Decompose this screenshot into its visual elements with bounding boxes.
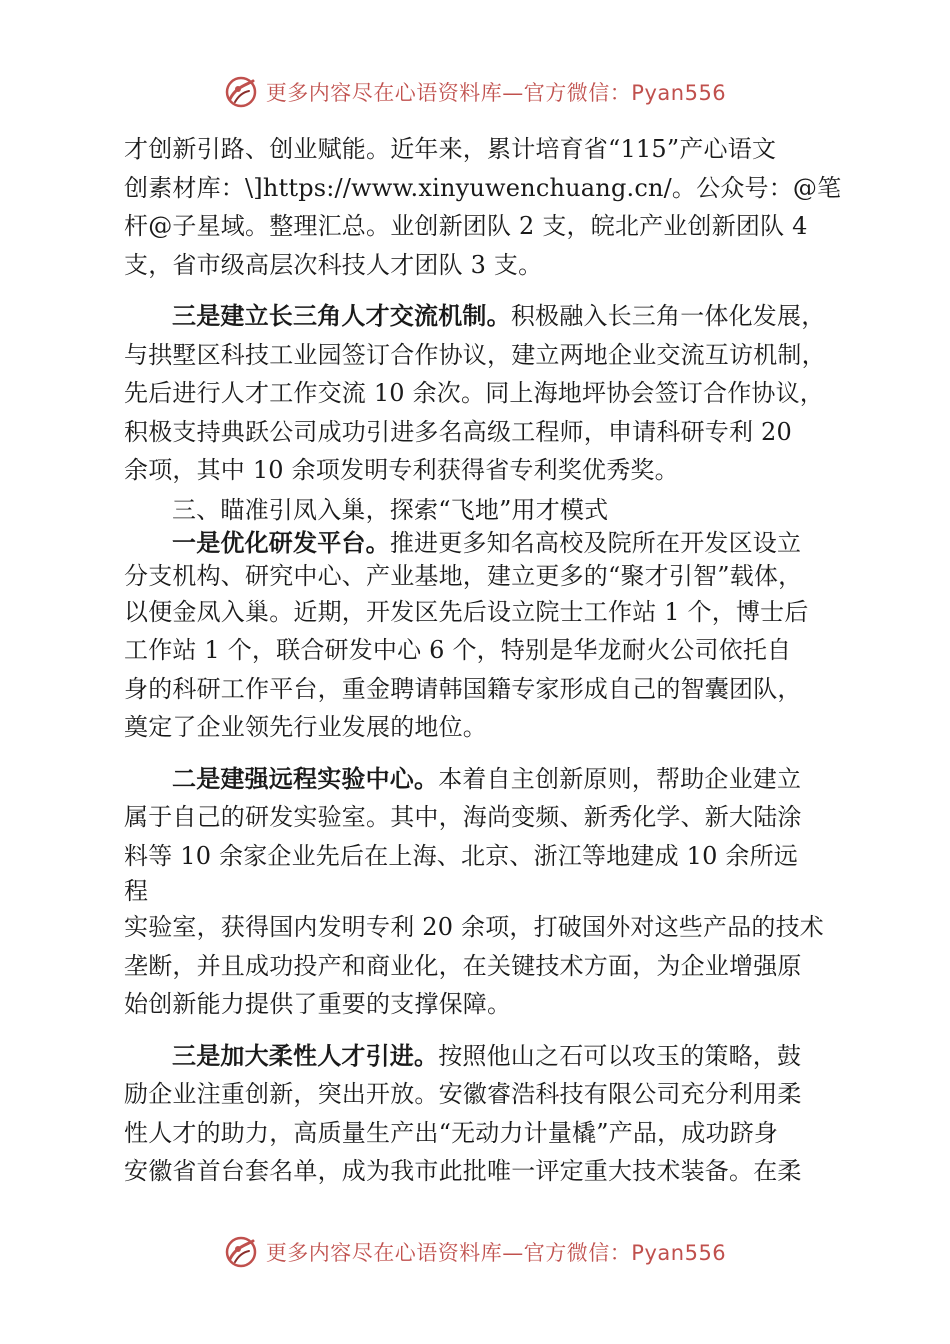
text-run: 推进更多知名高校及院所在开发区设立 [389,528,802,557]
header-watermark-text: 更多内容尽在心语资料库—官方微信：Pyan556 [265,81,727,105]
paragraph-heading: 三是加大柔性人才引进。 [172,1041,439,1070]
paragraph-rnd-platform [124,527,840,747]
text-line: 料等 10 余家企业先后在上海、北京、浙江等地建成 10 余所远 [124,841,798,870]
section-title: 三、瞄准引凤入巢，探索“飞地”用才模式 [172,495,609,524]
text-line: 余项，其中 10 余项发明专利获得省专利奖优秀奖。 [124,456,679,484]
text-line: 分支机构、研究中心、产业基地，建立更多的“聚才引智”载体， [124,561,803,590]
text-line [124,760,840,799]
text-line: 实验室，获得国内发明专利 20 余项，打破国外对这些产品的技术 [124,913,824,941]
text-line: 创素材库：\]https://www.xinyuwenchuang.cn/。公众号：@笔 [124,173,842,202]
section-three-title [124,494,840,527]
text-run: 按照他山之石可以攻玉的策略，鼓 [438,1041,802,1070]
paragraph-talent-teams [124,130,840,284]
text-line: 杆@子星域。整理汇总。业创新团队 2 支，皖北产业创新团队 4 [124,212,808,240]
footer-watermark [0,1232,950,1272]
document-body [124,130,840,1191]
text-line: 奠定了企业领先行业发展的地位。 [124,713,487,741]
text-line: 以便金凤入巢。近期，开发区先后设立院士工作站 1 个，博士后 [124,597,809,626]
paragraph-flexible-talent [124,1037,840,1191]
text-line: 与拱墅区科技工业园签订合作协议，建立两地企业交流互访机制， [124,340,826,369]
brand-logo-icon [224,1235,258,1269]
brand-logo-icon [224,75,258,109]
text-line: 积极支持典跃公司成功引进多名高级工程师，申请科研专利 20 [124,417,792,446]
text-line: 垄断，并且成功投产和商业化，在关键技术方面，为企业增强原 [124,951,802,980]
text-line: 性人才的助力，高质量生产出“无动力计量橇”产品，成功跻身 [124,1118,779,1147]
text-line: 先后进行人才工作交流 10 余次。同上海地坪协会签订合作协议， [124,379,824,407]
text-line: 始创新能力提供了重要的支撑保障。 [124,990,512,1018]
paragraph-heading: 二是建强远程实验中心。 [172,764,439,793]
text-line [124,297,840,336]
text-line [124,527,840,560]
text-line: 程 [124,877,149,905]
paragraph-heading: 一是优化研发平台。 [172,528,390,557]
text-line: 励企业注重创新，突出开放。安徽睿浩科技有限公司充分利用柔 [124,1080,802,1108]
text-line [124,1037,840,1076]
paragraph-heading: 三是建立长三角人才交流机制。 [172,302,511,330]
text-line: 才创新引路、创业赋能。近年来，累计培育省“115”产心语文 [124,135,777,163]
text-line: 身的科研工作平台，重金聘请韩国籍专家形成自己的智囊团队， [124,674,802,703]
text-run: 积极融入长三角一体化发展， [510,302,826,330]
text-line: 属于自己的研发实验室。其中，海尚变频、新秀化学、新大陆涂 [124,803,802,831]
header-watermark [0,72,950,112]
text-line: 安徽省首台套名单，成为我市此批唯一评定重大技术装备。在柔 [124,1157,802,1185]
text-line: 工作站 1 个，联合研发中心 6 个，特别是华龙耐火公司依托自 [124,636,792,664]
text-line: 支，省市级高层次科技人才团队 3 支。 [124,250,543,279]
text-run: 本着自主创新原则，帮助企业建立 [438,764,802,793]
paragraph-remote-lab [124,760,840,1024]
paragraph-yangtze-exchange [124,297,840,490]
footer-watermark-text: 更多内容尽在心语资料库—官方微信：Pyan556 [265,1241,727,1265]
